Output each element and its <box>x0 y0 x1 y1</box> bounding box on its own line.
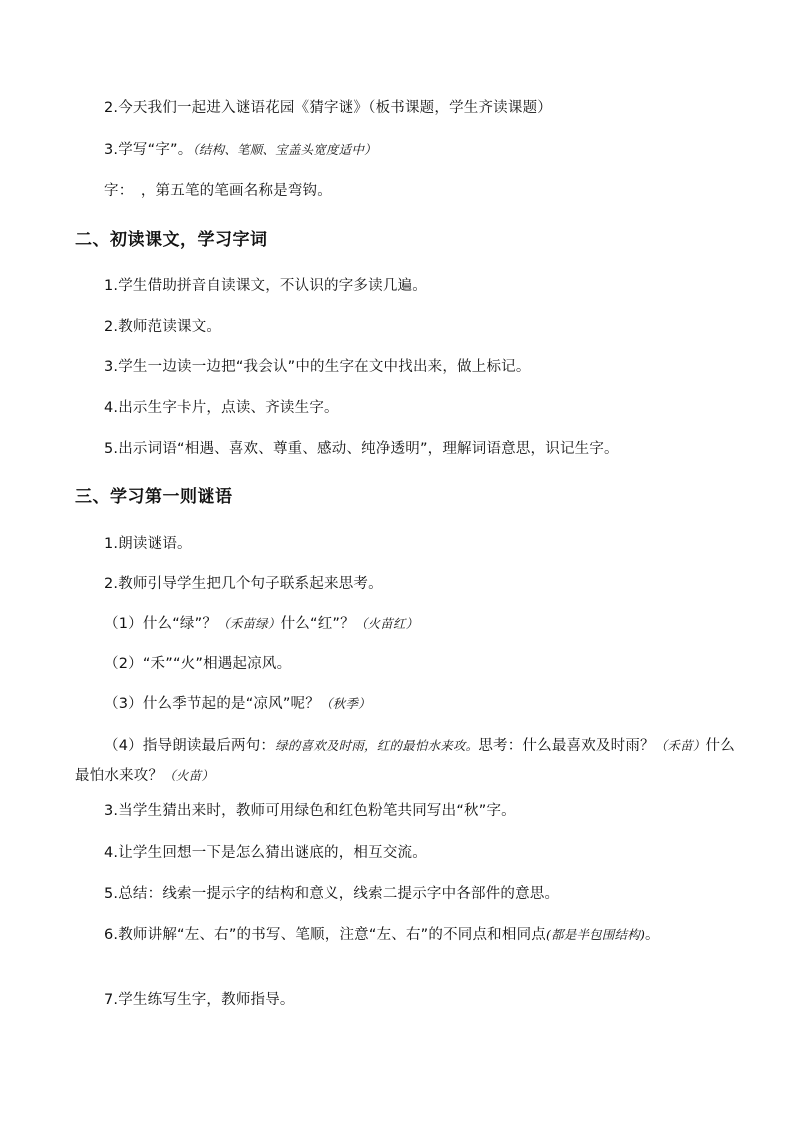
step-text: 2.今天我们一起进入谜语花园《猜字谜》（板书课题，学生齐读课题） <box>104 100 552 116</box>
sub-note: 绿的喜欢及时雨，红的最怕水来攻。 <box>275 738 479 753</box>
step-text: 3.学写“字”。 <box>104 142 193 158</box>
step-note: (都是半包围结构) <box>545 927 646 942</box>
sub-text: 什么“红”？ <box>280 616 355 632</box>
sub-text: （1）什么“绿”？ <box>104 616 218 632</box>
step-3-6 <box>75 920 735 950</box>
step-3-2: 2.教师引导学生把几个句子联系起来思考。 <box>104 576 383 592</box>
sub-note: （火苗红） <box>354 616 419 631</box>
step-1-2 <box>104 97 552 119</box>
step-3-5: 5.总结：线索一提示字的结构和意义，线索二提示字中各部件的意思。 <box>104 886 560 902</box>
step-3-4: 4.让学生回想一下是怎么猜出谜底的，相互交流。 <box>104 845 427 861</box>
sub-question-4 <box>75 731 735 791</box>
step-2-1: 1.学生借助拼音自读课文，不认识的字多读几遍。 <box>104 278 427 294</box>
sub-question-1 <box>104 613 418 635</box>
step-3-3: 3.当学生猜出来时，教师可用绿色和红色粉笔共同写出“秋”字。 <box>104 803 516 819</box>
sub-note: （禾苗绿） <box>217 616 281 631</box>
sub-note: （火苗） <box>163 768 215 783</box>
sub-text: （4）指导朗读最后两句： <box>104 738 276 754</box>
step-text: 6.教师讲解“左、右”的书写、笔顺，注意“左、右”的不同点和相同点 <box>104 927 546 943</box>
step-3-7: 7.学生练写生字，教师指导。 <box>104 992 295 1008</box>
step-1-3 <box>104 139 377 161</box>
sub-text: 什么最怕水来攻？ <box>75 738 735 784</box>
step-2-4: 4.出示生字卡片，点读、齐读生字。 <box>104 400 339 416</box>
step-2-5: 5.出示词语“相遇、喜欢、尊重、感动、纯净透明”，理解词语意思，识记生字。 <box>104 441 619 457</box>
section-heading-3: 三、学习第一则谜语 <box>75 487 233 507</box>
step-text: 字： ，第五笔的笔画名称是弯钩。 <box>104 183 332 199</box>
step-2-3: 3.学生一边读一边把“我会认”中的生字在文中找出来，做上标记。 <box>104 359 531 375</box>
sub-text: 思考：什么最喜欢及时雨？ <box>478 738 655 754</box>
step-3-1: 1.朗读谜语。 <box>104 536 192 552</box>
sub-question-3 <box>104 693 371 715</box>
sub-question-2: （2）“禾”“火”相遇起凉风。 <box>104 656 292 672</box>
step-text: 。 <box>645 927 660 943</box>
step-2-2: 2.教师范读课文。 <box>104 319 222 335</box>
sub-text: （3）什么季节起的是“凉风”呢？ <box>104 696 320 712</box>
section-heading-2: 二、初读课文，学习字词 <box>75 230 268 250</box>
sub-note: （秋季） <box>319 696 371 711</box>
sub-note: （禾苗） <box>654 738 706 753</box>
step-note: （结构、笔顺、宝盖头宽度适中） <box>192 142 377 157</box>
step-1-char <box>104 180 332 202</box>
